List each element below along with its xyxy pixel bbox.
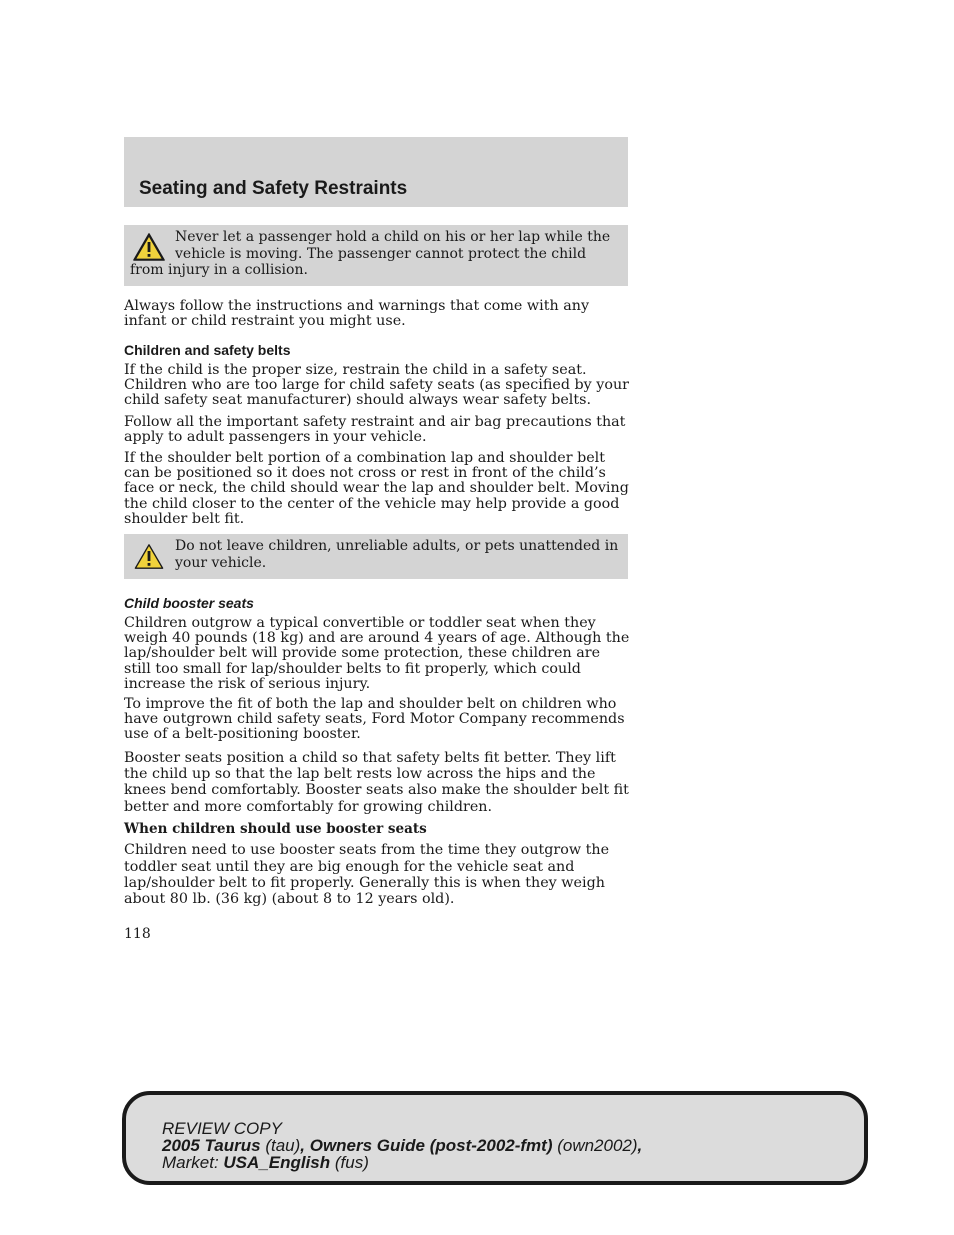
footer-guide-code: (own2002) [552, 1136, 638, 1155]
paragraph: To improve the fit of both the lap and shoulder belt on children who have outgrown child safety seats, Ford Motor Company recommends use of a belt-positioning booster. [124, 696, 625, 743]
warning-triangle-icon [132, 232, 166, 262]
warning-box-unattended [124, 534, 628, 579]
booster-subheading: When children should use booster seats [124, 821, 427, 838]
intro-paragraph: Always follow the instructions and warnings that come with any infant or child restraint you might use. [124, 298, 590, 330]
page-number: 118 [124, 926, 151, 942]
footer-review-copy: REVIEW COPY [162, 1119, 282, 1138]
intro-section [124, 299, 630, 329]
warning-triangle-icon [132, 541, 166, 571]
footer-market: USA_English [223, 1153, 331, 1172]
section-title: Seating and Safety Restraints [139, 178, 408, 199]
paragraph: If the child is the proper size, restrain the child in a safety seat. Children who are too large for child safety seats (as specified by your child safety seat manufacturer) should always wear safety belts. [124, 362, 630, 409]
warning-text: Never let a passenger hold a child on his or her lap while the vehicle is moving. The passenger cannot protect the child from injury in a collision. [130, 229, 611, 278]
warning-box-lap [124, 225, 628, 286]
footer-model: 2005 Taurus [162, 1136, 261, 1155]
footer-market-label: Market: [162, 1153, 224, 1172]
paragraph: Follow all the important safety restraint and air bag precautions that apply to adult passengers in your vehicle. [124, 413, 626, 445]
footer-guide: , Owners Guide (post-2002-fmt) [300, 1136, 553, 1155]
review-copy-footer [122, 1091, 868, 1185]
paragraph: If the shoulder belt portion of a combination lap and shoulder belt can be positioned so it does not cross or rest in front of the child’s face or neck, the child should wear the lap and shoulder belt. Moving the child closer to the center of the vehicle may help provide a good shoulder belt fit. [124, 450, 629, 527]
warning-text: Do not leave children, unreliable adults, or pets unattended in your vehicle. [175, 538, 619, 571]
footer-market-code: (fus) [330, 1153, 369, 1172]
footer-model-code: (tau) [260, 1136, 301, 1155]
footer-comma: , [637, 1136, 643, 1155]
children-belts-heading: Children and safety belts [124, 342, 291, 358]
paragraph: Booster seats position a child so that safety belts fit better. They lift the child up so that the lap belt rests low across the hips and the knees bend comfortably. Booster seats also make the shoulder belt fit better and more comfortably for growing children. [124, 749, 629, 815]
paragraph: Children need to use booster seats from the time they outgrow the toddler seat until they are big enough for the vehicle seat and lap/shoulder belt to fit properly. Generally this is when they weigh about 80 lb. (36 kg) (about 8 to 12 years old). [124, 842, 610, 908]
section-header-band [124, 137, 628, 207]
booster-heading: Child booster seats [124, 595, 254, 611]
children-belts-section [124, 342, 630, 527]
booster-section [124, 595, 630, 908]
paragraph: Children outgrow a typical convertible or toddler seat when they weigh 40 pounds (18 kg) and are around 4 years of age. Although the lap/shoulder belt will provide some protection, these children are still too small for lap/shoulder belts to fit properly, which could increase the risk of serious injury. [124, 615, 630, 692]
